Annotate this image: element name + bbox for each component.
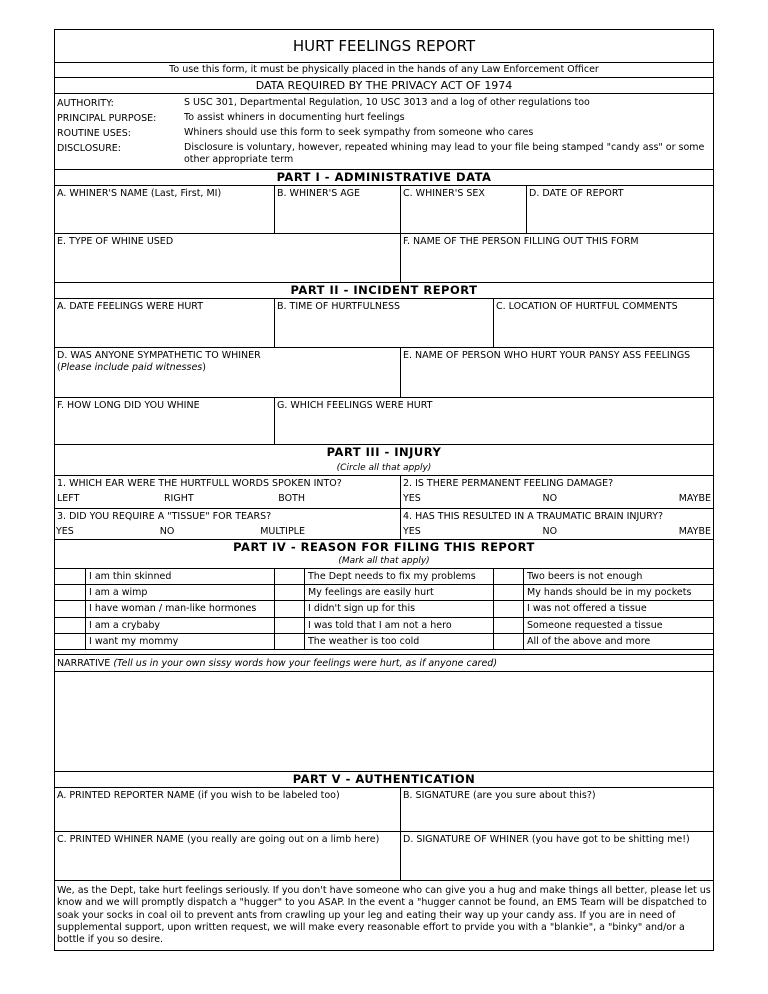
reason-checkbox[interactable] (55, 618, 85, 633)
authority-text: S USC 301, Departmental Regulation, 10 USC 3013 and a log of other regulations too (184, 97, 590, 108)
reason-item: I am a crybaby (85, 618, 274, 633)
whine-duration-field[interactable] (55, 398, 274, 444)
reason-item: I was told that I am not a hero (304, 618, 493, 633)
reason-item: I am a wimp (85, 585, 274, 600)
disclosure-text: Disclosure is voluntary, however, repeated whining may lead to your file being stamped "candy ass" or some other appropriate term (184, 142, 705, 165)
reason-checkbox[interactable] (274, 585, 304, 600)
whine-duration-label: F. HOW LONG DID YOU WHINE (57, 400, 200, 411)
reason-checkbox[interactable] (274, 569, 304, 584)
damage-question (400, 476, 713, 508)
sympathetic-note: (Please include paid witnesses) (57, 362, 206, 373)
whine-type-label: E. TYPE OF WHINE USED (57, 236, 174, 247)
reason-item: Someone requested a tissue (523, 618, 713, 633)
reason-row (55, 600, 713, 616)
tissue-option-yes[interactable]: YES (56, 526, 74, 537)
disclosure-label: DISCLOSURE: (57, 143, 121, 154)
reason-item: I was not offered a tissue (523, 601, 713, 616)
time-label: B. TIME OF HURTFULNESS (277, 301, 401, 312)
reason-item: I am thin skinned (85, 569, 274, 584)
form-title: HURT FEELINGS REPORT (292, 37, 476, 55)
reason-item: I want my mommy (85, 634, 274, 649)
whiner-age-label: B. WHINER'S AGE (277, 188, 360, 199)
hurter-name-field[interactable] (400, 348, 713, 397)
reason-row (55, 584, 713, 600)
whiner-signature-field[interactable] (400, 832, 713, 880)
whiner-name-label: A. WHINER'S NAME (Last, First, MI) (57, 188, 222, 199)
whiner-sex-label: C. WHINER'S SEX (403, 188, 485, 199)
reason-checkbox[interactable] (493, 569, 523, 584)
reason-item: All of the above and more (523, 634, 713, 649)
location-label: C. LOCATION OF HURTFUL COMMENTS (496, 301, 678, 312)
privacy-header: DATA REQUIRED BY THE PRIVACY ACT OF 1974 (55, 77, 713, 93)
form-filler-field[interactable] (400, 234, 713, 282)
reason-checkbox[interactable] (274, 634, 304, 649)
reason-checkbox[interactable] (493, 618, 523, 633)
reason-item: I didn't sign up for this (304, 601, 493, 616)
brain-option-yes[interactable]: YES (403, 526, 421, 537)
report-date-label: D. DATE OF REPORT (529, 188, 624, 199)
reason-checkbox[interactable] (493, 634, 523, 649)
ear-question-label: 1. WHICH EAR WERE THE HURTFULL WORDS SPOKEN INTO? (57, 478, 342, 489)
narrative-note: (Tell us in your own sissy words how your feelings were hurt, as if anyone cared) (113, 657, 498, 669)
part4-heading: PART IV - REASON FOR FILING THIS REPORT (233, 540, 535, 554)
tissue-question (55, 509, 400, 539)
whiner-printed-name-label: C. PRINTED WHINER NAME (you really are going out on a limb here) (57, 833, 380, 845)
brain-option-maybe[interactable]: MAYBE (678, 526, 711, 537)
routine-label: ROUTINE USES: (57, 128, 131, 139)
part3-note: (Circle all that apply) (336, 463, 432, 473)
ear-option-right[interactable]: RIGHT (163, 493, 194, 504)
form-instruction: To use this form, it must be physically placed in the hands of any Law Enforcement Officer (55, 62, 713, 77)
sympathetic-note-text: Please include paid witnesses (60, 362, 203, 373)
tissue-question-label: 3. DID YOU REQUIRE A "TISSUE" FOR TEARS? (57, 511, 272, 522)
part2-heading: PART II - INCIDENT REPORT (55, 282, 713, 298)
part1-heading: PART I - ADMINISTRATIVE DATA (55, 169, 713, 185)
date-hurt-field[interactable] (55, 299, 274, 347)
part5-heading: PART V - AUTHENTICATION (55, 771, 713, 787)
hurt-feelings-form (54, 29, 714, 951)
reason-item: Two beers is not enough (523, 569, 713, 584)
reason-checkbox[interactable] (274, 601, 304, 616)
authority-label: AUTHORITY: (57, 98, 114, 109)
hurter-name-label: E. NAME OF PERSON WHO HURT YOUR PANSY ASS FEELINGS (403, 350, 691, 361)
reason-item: I have woman / man-like hormones (85, 601, 274, 616)
reason-checkbox[interactable] (55, 585, 85, 600)
authority-block (55, 93, 713, 169)
tissue-option-multiple[interactable]: MULTIPLE (260, 526, 305, 537)
whine-type-field[interactable] (55, 234, 400, 282)
reason-row (55, 633, 713, 649)
tissue-option-no[interactable]: NO (159, 526, 175, 537)
ear-option-left[interactable]: LEFT (57, 493, 80, 504)
narrative-field[interactable] (55, 654, 713, 771)
whiner-sex-field[interactable] (400, 186, 526, 233)
whiner-printed-name-field[interactable] (55, 832, 400, 880)
reason-item: The Dept needs to fix my problems (304, 569, 493, 584)
reason-checkbox[interactable] (55, 601, 85, 616)
brain-option-no[interactable]: NO (542, 526, 558, 537)
sympathetic-field[interactable] (55, 348, 400, 397)
narrative-label: NARRATIVE (57, 657, 111, 669)
ear-option-both[interactable]: BOTH (278, 493, 305, 504)
whiner-signature-label: D. SIGNATURE OF WHINER (you have got to be shitting me!) (403, 833, 690, 845)
purpose-label: PRINCIPAL PURPOSE: (57, 113, 157, 124)
feelings-hurt-label: G. WHICH FEELINGS WERE HURT (277, 400, 433, 411)
reason-row (55, 617, 713, 633)
damage-option-no[interactable]: NO (542, 493, 558, 504)
reasons-grid (55, 568, 713, 654)
reason-item: My feelings are easily hurt (304, 585, 493, 600)
form-filler-label: F. NAME OF THE PERSON FILLING OUT THIS FORM (403, 236, 639, 247)
signature-label: B. SIGNATURE (are you sure about this?) (403, 789, 596, 801)
brain-injury-question (400, 509, 713, 539)
reason-row (55, 568, 713, 584)
reason-checkbox[interactable] (55, 634, 85, 649)
part3-heading: PART III - INJURY (326, 445, 442, 459)
feelings-hurt-field[interactable] (274, 398, 713, 444)
whiner-name-field[interactable] (55, 186, 274, 233)
reason-checkbox[interactable] (493, 585, 523, 600)
reason-item: My hands should be in my pockets (523, 585, 713, 600)
reporter-name-field[interactable] (55, 788, 400, 831)
reason-checkbox[interactable] (493, 601, 523, 616)
reason-item: The weather is too cold (304, 634, 493, 649)
sympathetic-label: D. WAS ANYONE SYMPATHETIC TO WHINER (57, 350, 261, 361)
signature-field[interactable] (400, 788, 713, 831)
ear-question (55, 476, 400, 508)
location-field[interactable] (493, 299, 713, 347)
reason-checkbox[interactable] (274, 618, 304, 633)
brain-injury-question-label: 4. HAS THIS RESULTED IN A TRAUMATIC BRAIN INJURY? (403, 511, 664, 522)
damage-question-label: 2. IS THERE PERMANENT FEELING DAMAGE? (403, 478, 614, 489)
routine-text: Whiners should use this form to seek sympathy from someone who cares (184, 127, 534, 138)
time-field[interactable] (274, 299, 493, 347)
part4-note: (Mark all that apply) (338, 556, 430, 566)
damage-option-yes[interactable]: YES (403, 493, 421, 504)
date-hurt-label: A. DATE FEELINGS WERE HURT (57, 301, 204, 312)
report-date-field[interactable] (526, 186, 713, 233)
footer-statement: We, as the Dept, take hurt feelings seriously. If you don't have someone who can give you a hug and make things all better, please let us know and we will promptly dispatch a "hugger" to you ASAP. In the event a "hugger cannot be found, an EMS Team will be dispatched to soak your socks in coal oil to prevent ants from crawling up your leg and eating their way up your candy ass. If you are in need of supplemental support, upon written request, we will make every reasonable effort to prvide you with a "blankie", a "binky" and/or a bottle if you so desire. (55, 880, 713, 950)
damage-option-maybe[interactable]: MAYBE (678, 493, 711, 504)
whiner-age-field[interactable] (274, 186, 400, 233)
reporter-name-label: A. PRINTED REPORTER NAME (if you wish to be labeled too) (57, 789, 340, 801)
reason-checkbox[interactable] (55, 569, 85, 584)
purpose-text: To assist whiners in documenting hurt feelings (184, 112, 405, 123)
